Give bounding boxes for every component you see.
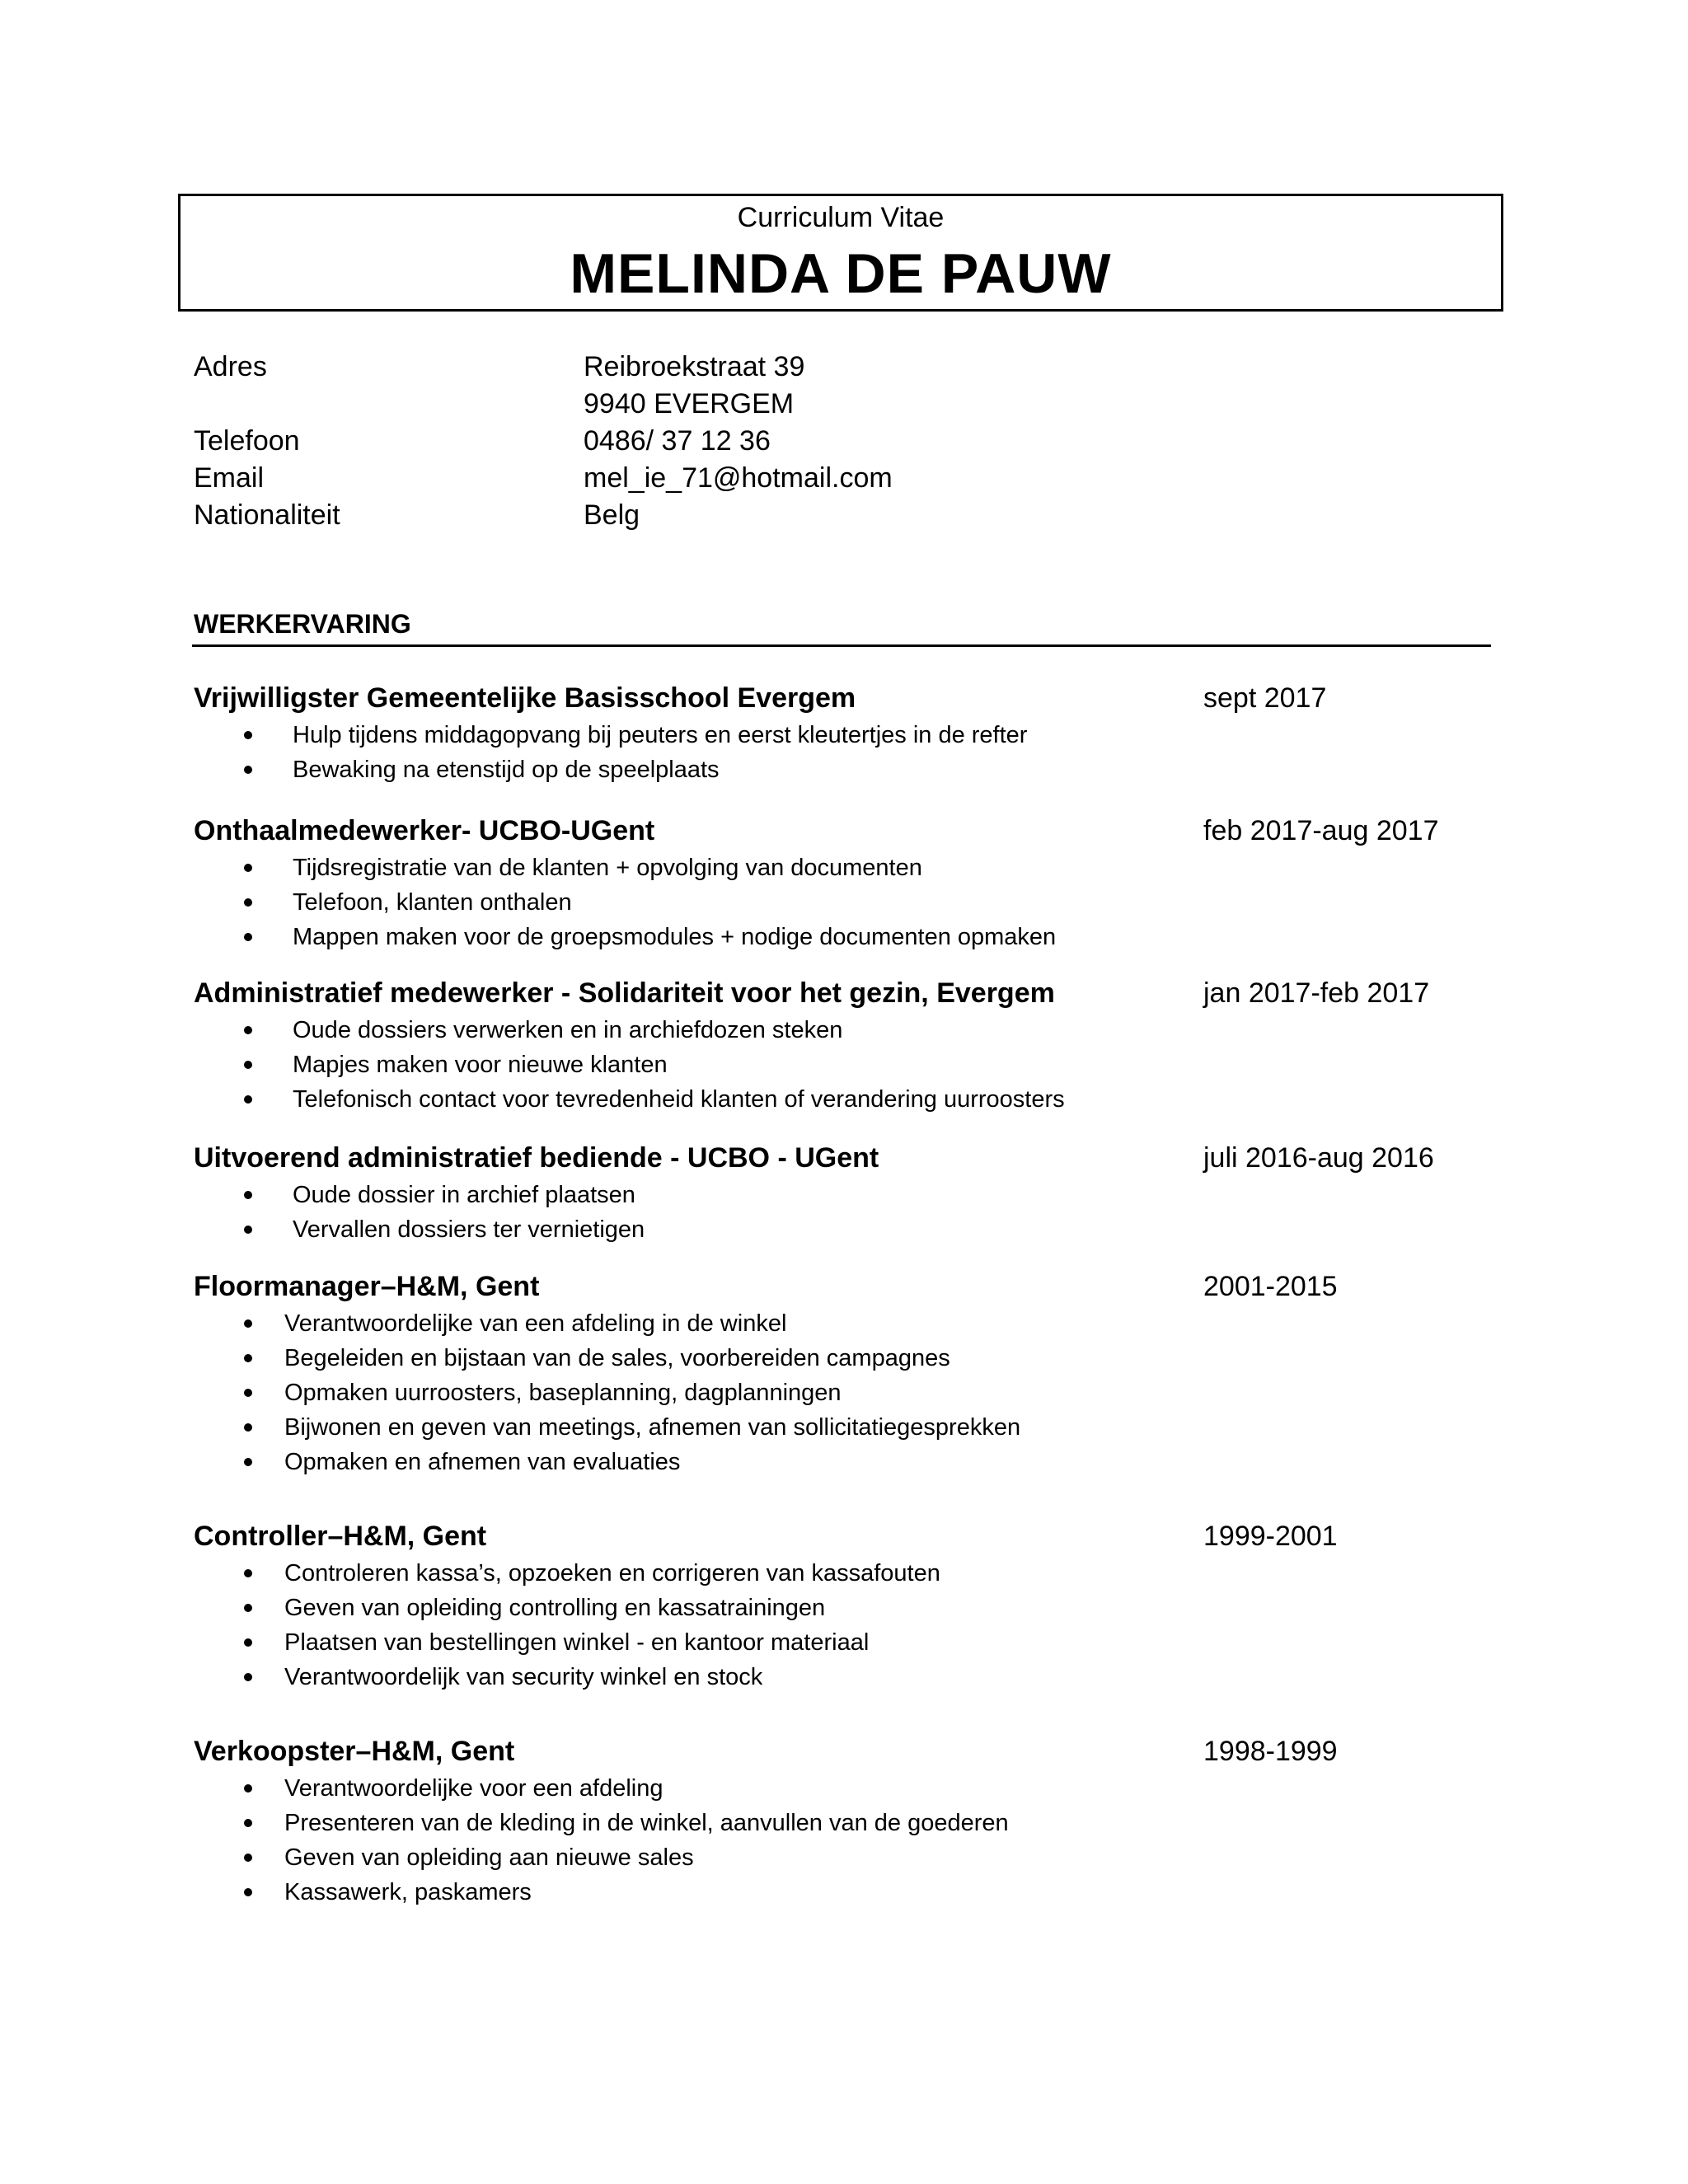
list-item — [194, 1047, 1065, 1082]
list-item — [194, 1013, 1065, 1047]
bullet-icon — [244, 1319, 252, 1328]
bullet-icon — [244, 1819, 252, 1827]
bullet-icon — [244, 1784, 252, 1793]
bullet-icon — [244, 1095, 252, 1104]
task-text: Verantwoordelijk van security winkel en stock — [284, 1664, 763, 1690]
job-period: 2001-2015 — [1203, 1271, 1338, 1302]
job-title: Controller–H&M, Gent — [194, 1521, 487, 1552]
job-title: Floormanager–H&M, Gent — [194, 1271, 540, 1302]
contact-row-address — [194, 349, 1430, 386]
task-text: Mapjes maken voor nieuwe klanten — [293, 1052, 668, 1078]
list-item — [194, 718, 1027, 752]
contact-label: Nationaliteit — [194, 499, 340, 531]
bullet-icon — [244, 1226, 252, 1234]
contact-details — [194, 349, 1430, 534]
section-divider — [192, 644, 1491, 647]
contact-row-nationality — [194, 497, 1430, 534]
bullet-icon — [244, 1191, 252, 1199]
bullet-icon — [244, 1389, 252, 1397]
bullet-icon — [244, 933, 252, 941]
list-item — [194, 1082, 1065, 1117]
contact-value: mel_ie_71@hotmail.com — [584, 462, 893, 494]
task-text: Hulp tijdens middagopvang bij peuters en eerst kleutertjes in de refter — [293, 722, 1028, 748]
job-title: Uitvoerend administratief bediende - UCBO - UGent — [194, 1142, 879, 1174]
bullet-icon — [244, 1888, 252, 1896]
contact-row-phone — [194, 423, 1430, 460]
list-item — [194, 752, 1027, 787]
list-item — [194, 1875, 1009, 1910]
job-tasks-list — [194, 1306, 1020, 1479]
bullet-icon — [244, 1638, 252, 1647]
list-item — [194, 1178, 645, 1212]
task-text: Kassawerk, paskamers — [284, 1879, 532, 1905]
bullet-icon — [244, 1354, 252, 1362]
task-text: Vervallen dossiers ter vernietigen — [293, 1216, 645, 1243]
bullet-icon — [244, 898, 252, 907]
contact-row-email — [194, 460, 1430, 497]
task-text: Verantwoordelijke van een afdeling in de winkel — [284, 1310, 787, 1337]
list-item — [194, 1341, 1020, 1376]
list-item — [194, 1660, 940, 1694]
bullet-icon — [244, 1604, 252, 1612]
task-text: Presenteren van de kleding in de winkel, aanvullen van de goederen — [284, 1810, 1009, 1836]
bullet-icon — [244, 1423, 252, 1432]
contact-label: Email — [194, 462, 265, 494]
task-text: Oude dossiers verwerken en in archiefdozen steken — [293, 1017, 843, 1043]
list-item — [194, 1376, 1020, 1410]
list-item — [194, 1306, 1020, 1341]
job-period: sept 2017 — [1203, 682, 1327, 714]
task-text: Verantwoordelijke voor een afdeling — [284, 1775, 663, 1802]
bullet-icon — [244, 864, 252, 872]
list-item — [194, 851, 1056, 885]
contact-value: 9940 EVERGEM — [584, 388, 795, 419]
task-text: Begeleiden en bijstaan van de sales, voorbereiden campagnes — [284, 1345, 950, 1371]
job-title: Verkoopster–H&M, Gent — [194, 1736, 515, 1767]
task-text: Opmaken en afnemen van evaluaties — [284, 1449, 681, 1475]
list-item — [194, 1212, 645, 1247]
contact-row-city — [194, 386, 1430, 423]
task-text: Plaatsen van bestellingen winkel - en kantoor materiaal — [284, 1629, 870, 1656]
list-item — [194, 1840, 1009, 1875]
bullet-icon — [244, 1026, 252, 1034]
job-period: 1999-2001 — [1203, 1521, 1338, 1552]
job-tasks-list — [194, 1771, 1009, 1910]
bullet-icon — [244, 766, 252, 774]
job-title: Onthaalmedewerker- UCBO-UGent — [194, 815, 655, 846]
job-tasks-list — [194, 1178, 645, 1247]
task-text: Oude dossier in archief plaatsen — [293, 1182, 635, 1208]
list-item — [194, 1445, 1020, 1479]
bullet-icon — [244, 1458, 252, 1466]
task-text: Opmaken uurroosters, baseplanning, dagplanningen — [284, 1380, 842, 1406]
job-tasks-list — [194, 851, 1056, 954]
job-title: Administratief medewerker - Solidariteit voor het gezin, Evergem — [194, 977, 1055, 1009]
list-item — [194, 1556, 940, 1591]
job-period: 1998-1999 — [1203, 1736, 1338, 1767]
task-text: Geven van opleiding aan nieuwe sales — [284, 1844, 694, 1871]
contact-value: Reibroekstraat 39 — [584, 351, 805, 382]
candidate-name: MELINDA DE PAUW — [570, 242, 1112, 305]
task-text: Geven van opleiding controlling en kassatrainingen — [284, 1595, 826, 1621]
task-text: Mappen maken voor de groepsmodules + nodige documenten opmaken — [293, 924, 1057, 950]
job-period: feb 2017-aug 2017 — [1203, 815, 1439, 846]
list-item — [194, 1771, 1009, 1806]
task-text: Tijdsregistratie van de klanten + opvolging van documenten — [293, 855, 922, 881]
list-item — [194, 1806, 1009, 1840]
task-text: Telefonisch contact voor tevredenheid klanten of verandering uurroosters — [293, 1086, 1065, 1113]
task-text: Bewaking na etenstijd op de speelplaats — [293, 757, 720, 783]
list-item — [194, 1625, 940, 1660]
job-period: juli 2016-aug 2016 — [1203, 1142, 1434, 1174]
bullet-icon — [244, 731, 252, 739]
cv-header-box — [178, 194, 1503, 312]
list-item — [194, 1591, 940, 1625]
task-text: Telefoon, klanten onthalen — [293, 889, 572, 916]
list-item — [194, 920, 1056, 954]
contact-value: Belg — [584, 499, 640, 531]
document-subtitle: Curriculum Vitae — [737, 202, 945, 233]
bullet-icon — [244, 1569, 252, 1577]
contact-value: 0486/ 37 12 36 — [584, 425, 771, 457]
task-text: Controleren kassa’s, opzoeken en corrigeren van kassafouten — [284, 1560, 940, 1586]
bullet-icon — [244, 1854, 252, 1862]
bullet-icon — [244, 1673, 252, 1681]
contact-label: Telefoon — [194, 425, 300, 457]
job-tasks-list — [194, 1556, 940, 1694]
job-period: jan 2017-feb 2017 — [1203, 977, 1430, 1009]
job-tasks-list — [194, 718, 1027, 787]
job-title: Vrijwilligster Gemeentelijke Basisschool Evergem — [194, 682, 856, 714]
section-title-work-experience: WERKERVARING — [194, 609, 411, 639]
contact-label: Adres — [194, 351, 267, 382]
job-tasks-list — [194, 1013, 1065, 1117]
bullet-icon — [244, 1061, 252, 1069]
task-text: Bijwonen en geven van meetings, afnemen van sollicitatiegesprekken — [284, 1414, 1021, 1441]
list-item — [194, 885, 1056, 920]
list-item — [194, 1410, 1020, 1445]
